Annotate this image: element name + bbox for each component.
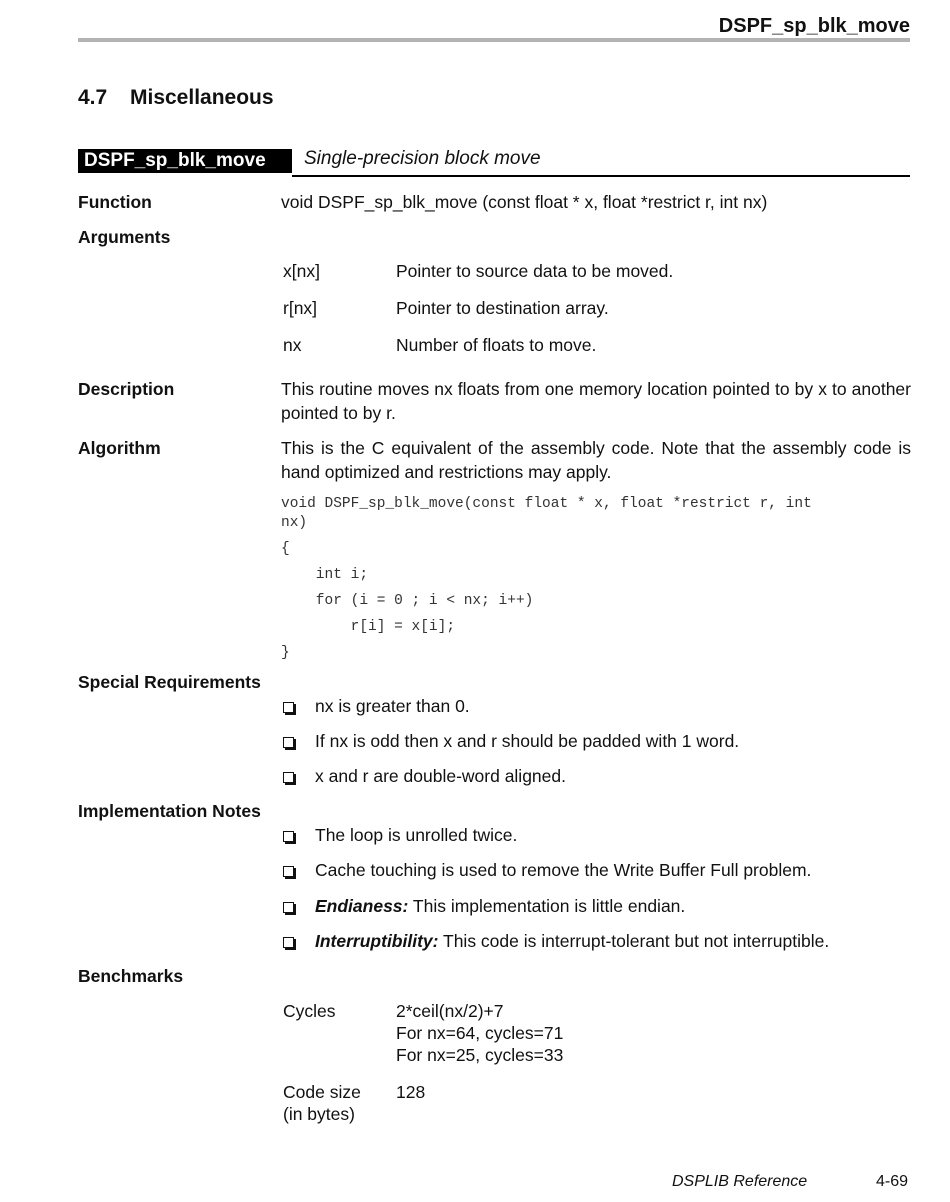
section-title-text: Miscellaneous — [130, 86, 274, 109]
benchmarks-label: Benchmarks — [78, 966, 184, 986]
implementation-note — [315, 896, 685, 917]
note-text: This code is interrupt-tolerant but not interruptible. — [438, 931, 830, 951]
code-line: int i; — [281, 567, 369, 583]
function-label: Function — [78, 192, 152, 212]
code-line: void DSPF_sp_blk_move(const float * x, float *restrict r, int — [281, 496, 812, 512]
note-text: Cache touching is used to remove the Write Buffer Full problem. — [315, 860, 812, 880]
code-line: r[i] = x[i]; — [281, 619, 456, 635]
cycles-label: Cycles — [283, 1001, 336, 1021]
function-heading-rule — [292, 175, 910, 177]
description-label: Description — [78, 379, 175, 399]
function-subtitle: Single-precision block move — [304, 148, 541, 169]
argument-name: r[nx] — [283, 298, 318, 318]
code-line: } — [281, 645, 290, 661]
special-requirements-label: Special Requirements — [78, 672, 261, 692]
note-text: This implementation is little endian. — [408, 896, 686, 916]
checkbox-bullet-icon — [283, 702, 294, 713]
footer-title: DSPLIB Reference — [672, 1173, 808, 1190]
checkbox-bullet-icon — [283, 737, 294, 748]
description-text: This routine moves nx floats from one memory location pointed to by x to another pointed to by r. — [281, 379, 911, 423]
argument-description: Pointer to destination array. — [396, 298, 609, 318]
algorithm-label: Algorithm — [78, 438, 161, 458]
cycles-formula: 2*ceil(nx/2)+7 — [396, 1001, 504, 1021]
note-lead: Interruptibility: — [315, 931, 439, 951]
page-number: 4-69 — [876, 1173, 909, 1190]
algorithm-text: This is the C equivalent of the assembly code. Note that the assembly code is hand optimized and restrictions may apply. — [281, 438, 911, 482]
code-line: nx) — [281, 515, 308, 531]
note-text: The loop is unrolled twice. — [315, 825, 518, 845]
argument-description: Number of floats to move. — [396, 335, 597, 355]
code-size-label: Code size — [283, 1082, 361, 1102]
checkbox-bullet-icon — [283, 902, 294, 913]
implementation-notes-label: Implementation Notes — [78, 801, 261, 821]
cycles-example: For nx=64, cycles=71 — [396, 1023, 564, 1043]
header-rule — [78, 38, 910, 42]
section-number: 4.7 — [78, 86, 108, 109]
checkbox-bullet-icon — [283, 866, 294, 877]
code-size-unit: (in bytes) — [283, 1104, 355, 1124]
arguments-label: Arguments — [78, 227, 171, 247]
argument-description: Pointer to source data to be moved. — [396, 261, 674, 281]
requirement-item: nx is greater than 0. — [315, 696, 470, 716]
code-line: { — [281, 541, 290, 557]
implementation-note — [315, 931, 829, 952]
implementation-note — [315, 860, 811, 881]
code-size-value: 128 — [396, 1082, 426, 1102]
running-header-title: DSPF_sp_blk_move — [718, 15, 910, 37]
implementation-note — [315, 825, 517, 846]
note-lead: Endianess: — [315, 896, 409, 916]
section-title — [78, 86, 274, 110]
checkbox-bullet-icon — [283, 772, 294, 783]
argument-name: x[nx] — [283, 261, 320, 281]
requirement-item: x and r are double-word aligned. — [315, 766, 566, 786]
checkbox-bullet-icon — [283, 831, 294, 842]
function-name-badge: DSPF_sp_blk_move — [78, 149, 292, 173]
checkbox-bullet-icon — [283, 937, 294, 948]
requirement-item: If nx is odd then x and r should be padded with 1 word. — [315, 731, 740, 751]
function-prototype: void DSPF_sp_blk_move (const float * x, float *restrict r, int nx) — [281, 192, 768, 212]
code-line: for (i = 0 ; i < nx; i++) — [281, 593, 534, 609]
cycles-example: For nx=25, cycles=33 — [396, 1045, 564, 1065]
argument-name: nx — [283, 335, 302, 355]
